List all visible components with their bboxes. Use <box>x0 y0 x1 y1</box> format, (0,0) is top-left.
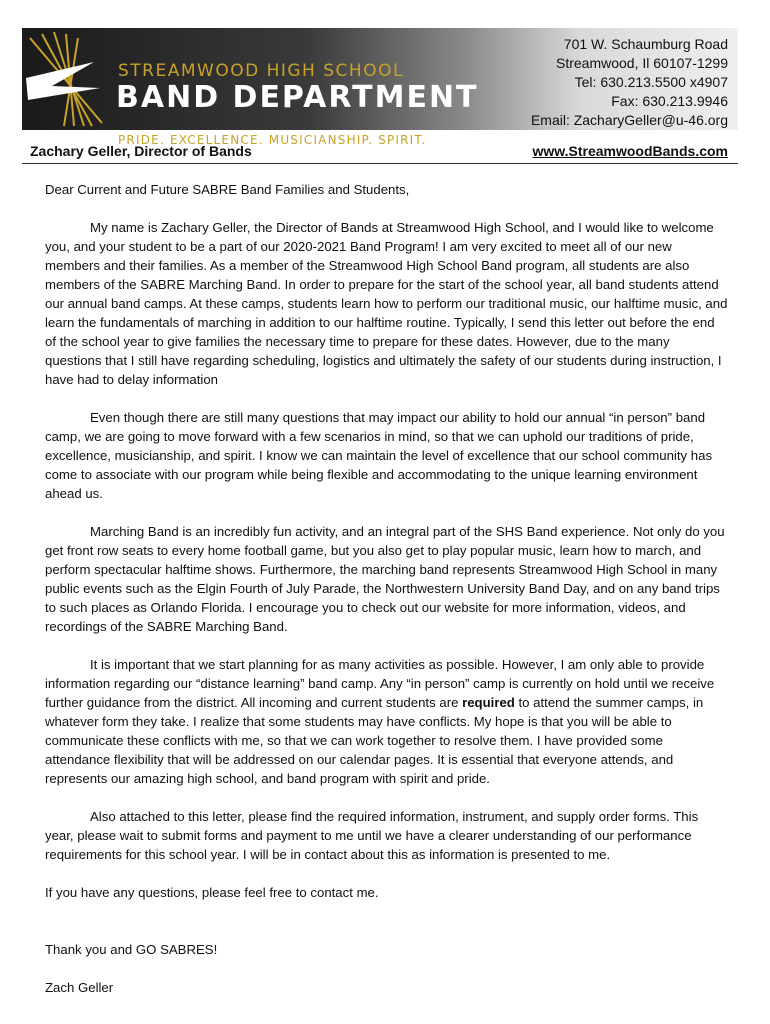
address-line: Streamwood, Il 60107-1299 <box>556 55 728 71</box>
paragraph-band-camp: Even though there are still many questions that may impact our ability to hold our annual “in person” band camp, we are going to move forward with a few scenarios in mind, so that we can uphold our traditions of pride, excellence, musicianship, and spirit. I know we can maintain the level of excellence that our school community has come to associate with our program while being flexible and accommodating to the unique learning environment ahead us. <box>45 410 713 501</box>
closing-line: Thank you and GO SABRES! <box>45 942 218 957</box>
paragraph-planning-text: to attend the summer camps, in whatever form they take. I realize that some students may have conflicts. My hope is that you will be able to communicate these conflicts with me, so that we can work together to resolve them. I have provided some attendance flexibility that will be addressed on our calendar pages. It is essential that everyone attends, and represents our amazing high school, and band program with spirit and pride. <box>45 695 704 786</box>
signature: Zach Geller <box>45 980 114 995</box>
required-emphasis: required <box>462 695 515 710</box>
website-link[interactable]: www.StreamwoodBands.com <box>532 143 728 159</box>
letter-body <box>45 180 729 1016</box>
department-motto: PRIDE. EXCELLENCE. MUSICIANSHIP. SPIRIT. <box>118 133 427 147</box>
fax-line: Fax: 630.213.9946 <box>611 93 728 109</box>
email-line: Email: ZacharyGeller@u-46.org <box>530 112 728 128</box>
paragraph-planning-text: It is important that we start planning for as many activities as possible. However, I am only able to provide information regarding our “distance learning” band camp. Any “in person” camp is currently on hold until we receive further guidance from the district. All incoming and current students are <box>45 657 715 710</box>
questions-line: If you have any questions, please feel free to contact me. <box>45 885 379 900</box>
phone-line: Tel: 630.213.5500 x4907 <box>574 74 728 90</box>
paragraph-marching-band: Marching Band is an incredibly fun activity, and an integral part of the SHS Band experience. Not only do you get front row seats to every home football game, but you also get to play popular music, learn how to march, and perform spectacular halftime shows. Furthermore, the marching band represents Streamwood High School in many public events such as the Elgin Fourth of July Parade, the Northwestern University Band Day, and on any band trips to such places as Orlando Florida. I encourage you to check out our website for more information, videos, and recordings of the SABRE Marching Band. <box>45 524 725 634</box>
school-name: STREAMWOOD HIGH SCHOOL <box>118 61 404 81</box>
paragraph-planning <box>45 655 729 788</box>
department-name: BAND DEPARTMENT <box>116 80 479 115</box>
paragraph-intro: My name is Zachary Geller, the Director of Bands at Streamwood High School, and I would like to welcome you, and your student to be a part of our 2020-2021 Band Program! I am very excited to meet all of our new members and their families. As a member of the Streamwood High School Band program, all students are also members of the SABRE Marching Band. In order to prepare for the start of the school year, all band students attend our annual band camps. At these camps, students learn how to perform our traditional music, our halftime music, and learn the fundamentals of marching in addition to our halftime routine. Typically, I send this letter out before the end of the school year to give families the necessary time to prepare for these dates. However, due to the many questions that I still have regarding scheduling, logistics and ultimately the safety of our students during instruction, I have had to delay information <box>45 220 728 387</box>
address-line: 701 W. Schaumburg Road <box>563 36 728 52</box>
salutation: Dear Current and Future SABRE Band Families and Students, <box>45 182 410 197</box>
contact-address <box>531 35 728 130</box>
paragraph-forms: Also attached to this letter, please find the required information, instrument, and supply order forms. This year, please wait to submit forms and payment to me until we have a clearer understanding of our performance requirements for this school year. I will be in contact about this as information is presented to me. <box>45 809 699 862</box>
header-divider <box>22 163 738 164</box>
director-name: Zachary Geller, Director of Bands <box>30 143 252 159</box>
sabre-logo-icon <box>22 28 112 130</box>
